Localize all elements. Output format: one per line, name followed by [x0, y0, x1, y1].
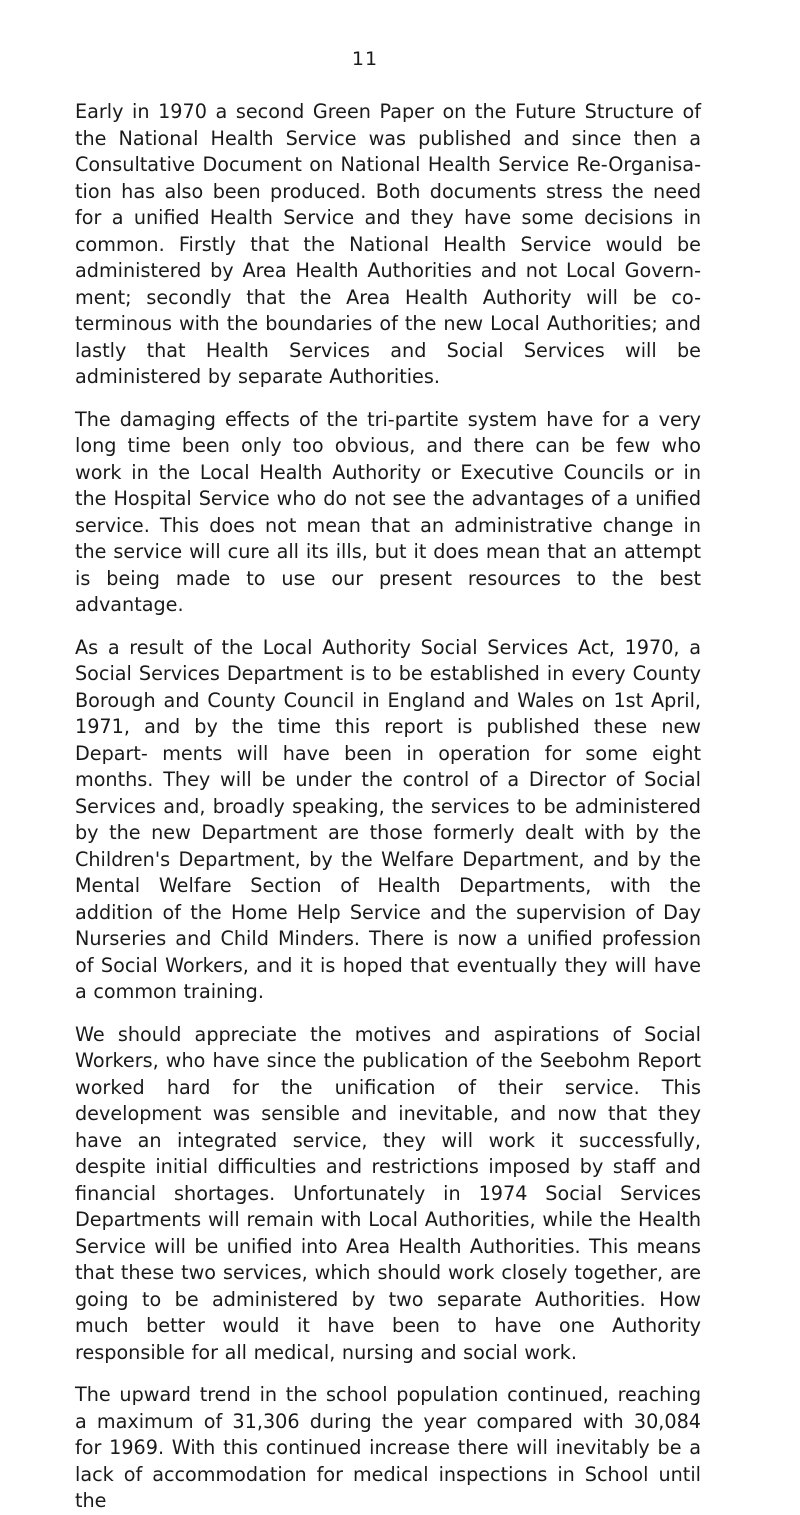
page-number: 11	[351, 48, 379, 70]
paragraph-tri-partite-system: The damaging effects of the tri-partite system have for a very long time been only too obvious, and there can be few who work in the Local Health Authority or Executive Councils or in the Hospital Service who do not see the advantages of a unified service. This does not mean that an administrative change in the service will cure all its ills, but it does mean that an attempt is being made to use our present resources to the best advantage.	[75, 407, 701, 616]
document-body	[75, 99, 701, 1515]
paragraph-social-services-act: As a result of the Local Authority Social Services Act, 1970, a Social Services Department is to be established in every County Borough and County Council in England and Wales on 1st April, 1971, and by the time this report is published these new Depart- ments will have been in operation for some eight months. They will be under the control of a Director of Social Services and, broadly speaking, the services to be administered by the new Department are those formerly dealt with by the Children's Department, by the Welfare Department, and by the Mental Welfare Section of Health Departments, with the addition of the Home Help Service and the supervision of Day Nurseries and Child Minders. There is now a unified profession of Social Workers, and it is hoped that eventually they will have a common training.	[75, 635, 701, 1003]
paragraph-social-workers: We should appreciate the motives and aspirations of Social Workers, who have since the publication of the Seebohm Report worked hard for the unification of their service. This development was sensible and inevitable, and now that they have an integrated service, they will work it successfully, despite initial difficulties and restrictions imposed by staff and financial shortages. Unfortunately in 1974 Social Services Departments will remain with Local Authorities, while the Health Service will be unified into Area Health Authorities. This means that these two services, which should work closely together, are going to be administered by two separate Authorities. How much better would it have been to have one Authority responsible for all medical, nursing and social work.	[75, 1022, 701, 1364]
paragraph-school-population: The upward trend in the school population continued, reaching a maximum of 31,306 during the year compared with 30,084 for 1969. With this continued increase there will inevitably be a lack of accommodation for medical inspections in School until the	[75, 1383, 701, 1512]
paragraph-green-paper: Early in 1970 a second Green Paper on the Future Structure of the National Health Service was published and since then a Consultative Document on National Health Service Re-Organisa- tion has also been produced. Both documents stress the need for a unified Health Service and they have some decisions in common. Firstly that the National Health Service would be administered by Area Health Authorities and not Local Govern- ment; secondly that the Area Health Authority will be co-terminous with the boundaries of the new Local Authorities; and lastly that Health Services and Social Services will be administered by separate Authorities.	[75, 100, 701, 388]
